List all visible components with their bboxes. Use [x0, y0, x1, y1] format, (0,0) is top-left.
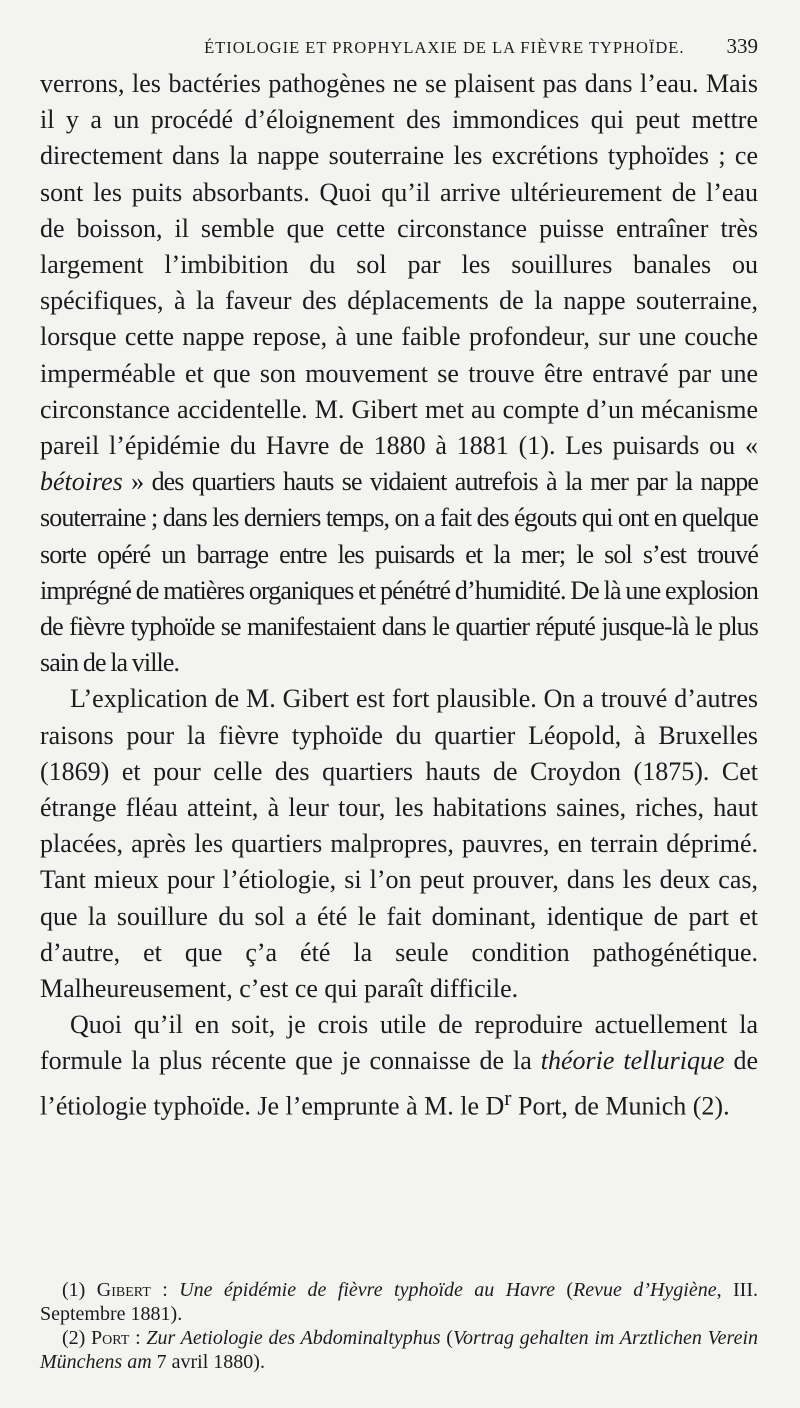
paragraph-1 [40, 66, 758, 681]
footnote-1-open: ( [554, 1279, 574, 1301]
footnote-1-title: Une épidémie de fièvre typhoïde au Havre [179, 1279, 555, 1301]
footnote-2 [40, 1326, 758, 1374]
footnote-1-author: Gibert [96, 1279, 151, 1301]
paragraph-1-text-a: verrons, les bactéries pathogènes ne se plaisent pas dans l’eau. Mais il y a un procédé d’éloignement des immondices qui peut mettre directement dans la nappe souterraine les excrétions typhoïdes ; ce sont les puits absorbants. Quoi qu’il arrive ultérieurement de l’eau de boisson, il semble que cette circonstance puisse entraîner très largement l’imbibition du sol par les souillures banales ou spécifiques, à la faveur des déplacements de la nappe souterraine, lorsque cette nappe repose, à une faible profondeur, sur une couche imperméable et que son mouvement se trouve être entravé par une circonstance accidentelle. M. Gibert met au compte d’un mécanisme pareil l’épidémie du Havre de 1880 à 1881 (1). Les puisards ou « [40, 69, 758, 461]
paragraph-3-text-b: de l’étiologie typhoïde. Je l’emprunte à M. le D [40, 1046, 758, 1121]
page-number: 339 [726, 34, 758, 58]
body-text [40, 66, 758, 1125]
paragraph-3-text-c: Port, de Munich (2). [511, 1091, 730, 1121]
paragraph-3 [40, 1007, 758, 1124]
page-header [40, 34, 758, 62]
footnote-2-note: Vortrag gehalten im Arztlichen Verein Münchens am [40, 1327, 759, 1373]
footnote-2-open: ( [440, 1327, 453, 1349]
footnote-2-marker: (2) [62, 1327, 92, 1349]
footnotes [40, 1278, 758, 1374]
footnote-2-title: Zur Aetiologie des Abdominaltyphus [146, 1327, 441, 1349]
footnote-1-rest: , III. Septembre 1881). [40, 1279, 759, 1325]
running-title: ÉTIOLOGIE ET PROPHYLAXIE DE LA FIÈVRE TYPHOÏDE. [204, 38, 685, 57]
footnote-1-journal: Revue d’Hygiène [573, 1279, 717, 1301]
footnote-1-separator: : [150, 1279, 180, 1301]
paragraph-2: L’explication de M. Gibert est fort plausible. On a trouvé d’autres raisons pour la fièvre typhoïde du quartier Léopold, à Bruxelles (1869) et pour celle des quartiers hauts de Croydon (1875). Cet étrange fléau atteint, à leur tour, les habitations saines, riches, haut placées, après les quartiers malpropres, pauvres, en terrain déprimé. Tant mieux pour l’étiologie, si l’on peut prouver, dans les deux cas, que la souillure du sol a été le fait dominant, identique de part et d’autre, et que ç’a été la seule condition pathogénétique. Malheureusement, c’est ce qui paraît difficile. [40, 684, 758, 1004]
footnote-1-marker: (1) [62, 1279, 97, 1301]
footnote-2-separator: : [129, 1327, 147, 1349]
paragraph-3-italic-term: théorie tellurique [540, 1046, 725, 1076]
footnote-2-author: Port [91, 1327, 130, 1349]
paragraph-1-text-b: » des quartiers hauts se vidaient autrefois à la mer par la nappe souterraine ; dans les derniers temps, on a fait des égouts qui ont en quelque sorte opéré un barrage entre les puisards et la mer; le sol s’est trouvé imprégné de matières organiques et pénétré d’humidité. De là une explosion de fièvre typhoïde se manifestaient dans le quartier réputé jusque-là le plus sain de la ville. [40, 467, 758, 678]
paragraph-3-superscript: r [504, 1085, 512, 1110]
paragraph-3-text-a: Quoi qu’il en soit, je crois utile de reproduire actuellement la formule la plus récente que je connaisse de la [40, 1010, 758, 1076]
footnote-2-rest: 7 avril 1880). [151, 1351, 265, 1373]
footnote-1 [40, 1278, 758, 1326]
paragraph-1-italic-term: bétoires [40, 467, 123, 497]
